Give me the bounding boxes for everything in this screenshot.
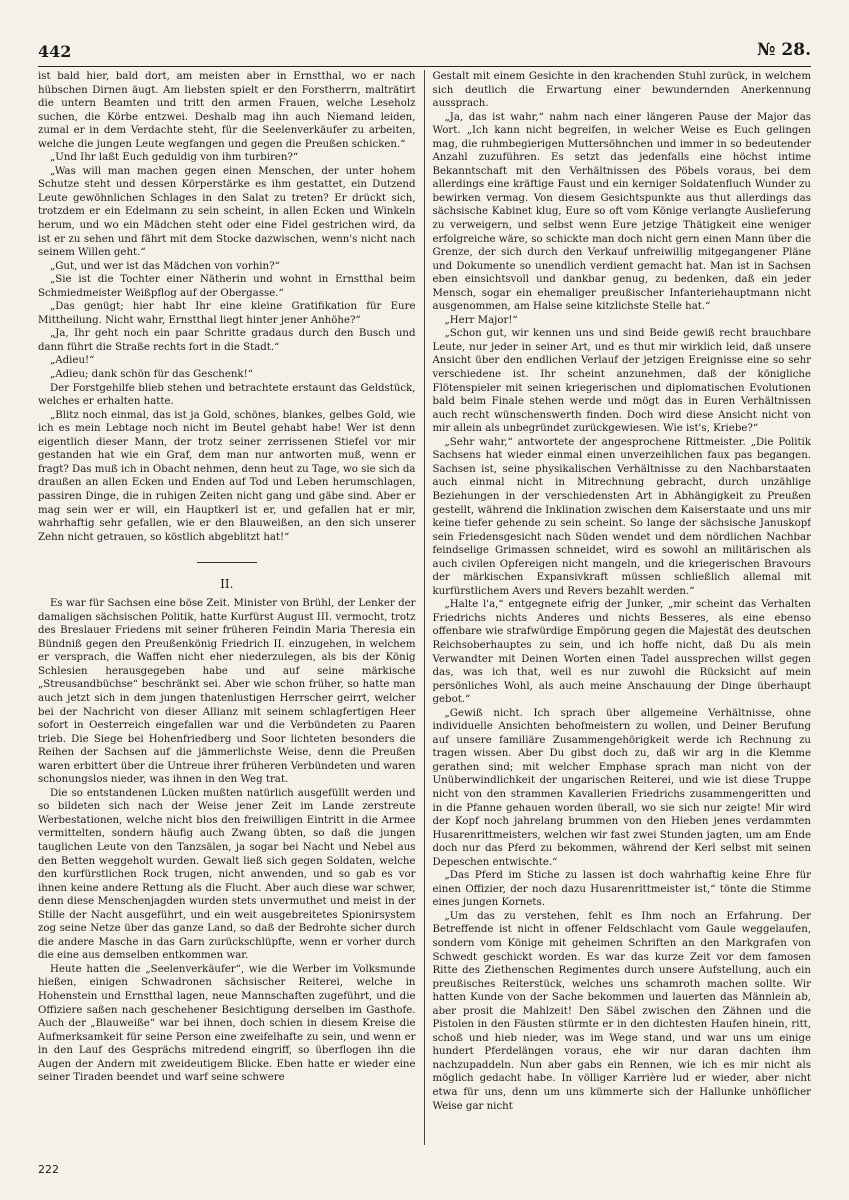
paragraph: „Gewiß nicht. Ich sprach über allgemeine Verhältnisse, ohne individuelle Ansichten behofmeistern zu wollen, und Deiner Berufung auf unsere familiäre Zusammengehörigkeit werde ich Rechnung zu tragen wissen. Aber Du gibst doch zu, daß wir arg in die Klemme gerathen sind; mit welcher Emphase sprach man nicht von der Unüberwindlichkeit der ungarischen Reiterei, und wie ist diese Truppe nicht von den strammen Kavallerien Friedrichs zusammengeritten und in die Pfanne gehauen worden überall, wo sie sich nur zeigte! Mir wird der Kopf noch jahrelang brummen von den Hieben jenes verdammten Husarenrittmeisters, welchen wir fast zwei Stunden jagten, um am Ende doch nur das Pferd zu bekommen, während der Kerl selbst mit seinen Depeschen entwischte.“ xyxy=(432,707,811,868)
paragraph: „Gut, und wer ist das Mädchen von vorhin?“ xyxy=(50,260,280,272)
paragraph: „Das Pferd im Stiche zu lassen ist doch wahrhaftig keine Ehre für einen Offizier, der noch dazu Husarenrittmeister ist,“ tönte die Stimme eines jungen Kornets. xyxy=(432,870,811,909)
paragraph: „Und Ihr laßt Euch geduldig von ihm turbiren?“ xyxy=(50,152,299,164)
issue-number: № 28. xyxy=(757,40,811,60)
paragraph: Der Forstgehilfe blieb stehen und betrachtete erstaunt das Geldstück, welches er erhalten hatte. xyxy=(38,382,416,408)
paragraph: ist bald hier, bald dort, am meisten aber in Ernstthal, wo er nach hübschen Dirnen äugt. Am liebsten spielt er den Forstherrn, malträtirt die untern Beamten und tritt den armen Frauen, welche Leseholz suchen, die Körbe entzwei. Deshalb mag ihn auch Niemand leiden, zumal er in dem Verdachte steht, für die Seelenverkäufer zu arbeiten, welche die jungen Leute wegfangen und gegen die Preußen schicken.“ xyxy=(38,71,416,150)
page-header xyxy=(38,38,811,67)
paragraph: „Adieu; dank schön für das Geschenk!“ xyxy=(50,369,253,381)
page-number: 442 xyxy=(38,42,72,61)
paragraph: „Adieu!“ xyxy=(50,355,95,367)
section-divider xyxy=(197,562,257,563)
paragraph: „Das genügt; hier habt Ihr eine kleine Gratifikation für Eure Mittheilung. Nicht wahr, Ernstthal liegt hinter jener Anhöhe?“ xyxy=(38,301,416,326)
paragraph: „Halte l'a,“ entgegnete eifrig der Junker, „mir scheint das Verhalten Friedrichs nichts Anderes und nichts Besseres, als eine ebenso offenbare wie strafwürdige Empörung gegen die Majestät des deutschen Reichsoberhauptes zu sein, und ich hoffe nicht, daß Du als mein Verwandter mit Deinen Worten einen Tadel aussprechen willst gegen das, was ich that, weil es nur zuwohl die Rücksicht auf mein persönliches Wohl, als auch meine Anschauung der Dinge überhaupt gebot.“ xyxy=(432,599,811,706)
paragraph: „Blitz noch einmal, das ist ja Gold, schönes, blankes, gelbes Gold, wie ich es mein Lebtage noch nicht im Beutel gehabt habe! Wer ist denn eigentlich dieser Mann, der trotz seiner zerrissenen Stiefel vor mir gestanden hat wie ein Graf, dem man nur antworten muß, wenn er fragt? Das muß ich in Obacht nehmen, denn heut zu Tage, wo sie sich da draußen an allen Ecken und Enden auf Tod und Leben herumschlagen, passiren Dinge, die in ruhigen Zeiten nicht gang und gäbe sind. Aber er mag sein wer er will, ein Hauptkerl ist er, und gefallen hat er mir, wahrhaftig sehr gefallen, wie er den Blauweißen, an den sich unserer Zehn nicht getrauen, so köstlich abgeblitzt hat!“ xyxy=(38,409,416,543)
paragraph: „Um das zu verstehen, fehlt es Ihm noch an Erfahrung. Der Betreffende ist nicht in offener Feldschlacht vom Gaule weggelaufen, sondern vom Könige mit geheimen Schriften an den Markgrafen von Schwedt geschickt worden. Es war das kurze Zeit vor dem famosen Ritte des Ziethenschen Regimentes durch unsere Aufstellung, auch ein preußisches Reiterstück, welches uns schamroth machen sollte. Wir hatten Kunde von der Sache bekommen und lauerten das Männlein ab, aber prosit die Mahlzeit! Den Säbel zwischen den Zähnen und die Pistolen in den Fäusten stürmte er in den dichtesten Haufen hinein, ritt, schoß und hieb nieder, was im Wege stand, und war uns um einige hundert Pferdelängen voraus, ehe wir nur daran dachten ihm nachzupaddeln. Nun aber gabs ein Rennen, wie ich es mir nicht als möglich gedacht habe. In völliger Karrière lud er wieder, aber nicht etwa für uns, denn um uns kümmerte sich der Hallunke unhöflicher Weise gar nicht xyxy=(432,910,811,1112)
right-column xyxy=(425,70,812,1145)
paragraph: Die so entstandenen Lücken mußten natürlich ausgefüllt werden und so bildeten sich nach der Weise jener Zeit im Lande zerstreute Werbestationen, welche nicht blos den freiwilligen Eintritt in die Armee vermittelten, sondern häufig auch Zwang übten, so daß die jungen tauglichen Leute von den Tanzsälen, ja sogar bei Nacht und Nebel aus den Betten weggeholt wurden. Gewalt ließ sich gegen Soldaten, welche den kurfürstlichen Rock trugen, nicht anwenden, und so gab es vor ihnen keine andere Rettung als die Flucht. Aber auch diese war schwer, denn diese Menschenjagden wurden stets unvermuthet und meist in der Stille der Nacht ausgeführt, und ein weit ausgebreitetes Spionirsystem zog seine Netze über das ganze Land, so daß der Bedrohte sicher durch die andere Masche in das Garn zurückschlüpfte, wenn er vorher durch die eine aus demselben entkommen war. xyxy=(38,787,416,962)
paragraph: Es war für Sachsen eine böse Zeit. Minister von Brühl, der Lenker der damaligen sächsischen Politik, hatte Kurfürst August III. vermocht, trotz des Breslauer Friedens mit seiner früheren Feindin Maria Theresia ein Bündniß gegen den Preußenkönig Friedrich II. einzugehen, in welchem er versprach, die Waffen nicht eher niederzulegen, als bis der König Schlesien herausgegeben habe und auf seine märkische „Streusandbüchse“ beschränkt sei. Aber wie schon früher, so hatte man auch jetzt sich in dem jungen thatenlustigen Herrscher geirrt, welcher bei der Nachricht von dieser Allianz mit seinem schlagfertigen Heer sofort in Oesterreich eingefallen war und die Verbündeten zu Paaren trieb. Die Siege bei Hohenfriedberg und Soor lichteten besonders die Reihen der Sachsen auf die jämmerlichste Weise, denn die Preußen waren erbittert über die Untreue ihrer früheren Verbündeten und waren schonungslos nieder, was ihnen in den Weg trat. xyxy=(38,598,416,786)
paragraph: „Was will man machen gegen einen Menschen, der unter hohem Schutze steht und dessen Körperstärke es ihm gestattet, ein Dutzend Leute gewöhnlichen Schlages in den Salat zu treten? Er drückt sich, trotzdem er ein Edelmann zu sein scheint, in allen Ecken und Winkeln herum, und wo ein Mädchen steht oder eine Fidel gestrichen wird, da ist er zu sehen und fährt mit dem Stocke dazwischen, wenn's nicht nach seinem Willen geht.“ xyxy=(38,165,416,259)
paragraph: „Herr Major!“ xyxy=(444,314,518,326)
printer-signature: 222 xyxy=(38,1163,59,1176)
paragraph: Heute hatten die „Seelenverkäufer“, wie die Werber im Volksmunde hießen, einigen Schwadronen sächsischer Reiterei, welche in Hohenstein und Ernstthal lagen, neue Mannschaften zugeführt, und die Offiziere saßen nach geschehener Besichtigung derselben im Gasthofe. Auch der „Blauweiße“ war bei ihnen, doch schien in diesem Kreise die Aufmerksamkeit für seine Person eine zweifelhafte zu sein, und wenn er in den Lauf des Gesprächs mitredend eingriff, so überflogen ihn die Augen der Andern mit zweideutigem Blicke. Eben hatte er wieder eine seiner Tiraden beendet und warf seine schwere xyxy=(38,963,416,1084)
paragraph: „Ja, das ist wahr,“ nahm nach einer längeren Pause der Major das Wort. „Ich kann nicht begreifen, in welcher Weise es Euch gelingen mag, die ruhmbegierigen Muttersöhnchen und immer in so bedeutender Anzahl zuzuführen. Es setzt das jedenfalls eine höchst intime Bekanntschaft mit den Verhältnissen des Pöbels voraus, bei dem allerdings eine kräftige Faust und ein kerniger Soldatenfluch Wunder zu bewirken vermag. Von diesem Gesichtspunkte aus thut allerdings das sächsische Kabinet klug, Eure so oft vom Könige verlangte Auslieferung zu verweigern, und selbst wenn Eure jetzige Thätigkeit eine weniger erfolgreiche wäre, so schickte man doch nicht gern einen Mann über die Grenze, der sich durch den Verkauf unfreiwillig mitgegangener Pläne und Dokumente so unendlich verdient gemacht hat. Man ist in Sachsen eben einsichtsvoll und dankbar genug, zu bedenken, daß ein jeder Mensch, sogar ein ehemaliger preußischer Infanteriehauptmann nicht ausgenommen, am Halse seine kitzlichste Stelle hat.“ xyxy=(432,111,811,313)
paragraph: „Ja, Ihr geht noch ein paar Schritte gradaus durch den Busch und dann führt die Straße rechts fort in die Stadt.“ xyxy=(38,328,416,353)
paragraph: Gestalt mit einem Gesichte in den krachenden Stuhl zurück, in welchem sich deutlich die Erwartung einer bewundernden Anerkennung aussprach. xyxy=(432,71,811,110)
left-column xyxy=(38,70,425,1145)
section-heading: II. xyxy=(220,577,234,592)
paragraph: „Sehr wahr,“ antwortete der angesprochene Rittmeister. „Die Politik Sachsens hat wieder einmal einen unverzeihlichen faux pas begangen. Sachsen ist, seine physikalischen Verhältnisse zu den Nachbarstaaten auch einmal nicht in Mitrechnung gebracht, durch unzählige Beziehungen in der verschiedensten Art in Abhängigkeit zu Preußen gestellt, während die Inklination zwischen dem Kaiserstaate und uns mir keine tiefer gehende zu sein scheint. So lange der sächsische Januskopf sein Friedensgesicht nach Süden wendet und dem nördlichen Nachbar feindselige Grimassen schneidet, wird es sowohl an militärischen als auch civilen Opfereigen nicht mangeln, und die kriegerischen Bravours der märkischen Expansivkraft müssen schließlich allemal mit kurfürstlichem Avers und Revers bezahlt werden.“ xyxy=(432,436,811,597)
text-columns xyxy=(38,70,811,1145)
paragraph: „Sie ist die Tochter einer Nätherin und wohnt in Ernstthal beim Schmiedmeister Weißpflog auf der Obergasse.“ xyxy=(38,274,416,299)
paragraph: „Schon gut, wir kennen uns und sind Beide gewiß recht brauchbare Leute, nur jeder in seiner Art, und es thut mir wirklich leid, daß unsere Ansicht über den endlichen Verlauf der jetzigen Ereignisse eine so sehr verschiedene ist. Ihr scheint anzunehmen, daß der königliche Flötenspieler mit seinen kriegerischen und diplomatischen Evolutionen bald beim Finale stehen werde und mögt das in Euren Verhältnissen auch recht wünschenswerth finden. Doch wird diese Ansicht nicht von mir allein als unbegründet zurückgewiesen. Wie ist's, Kriebe?“ xyxy=(432,328,811,435)
